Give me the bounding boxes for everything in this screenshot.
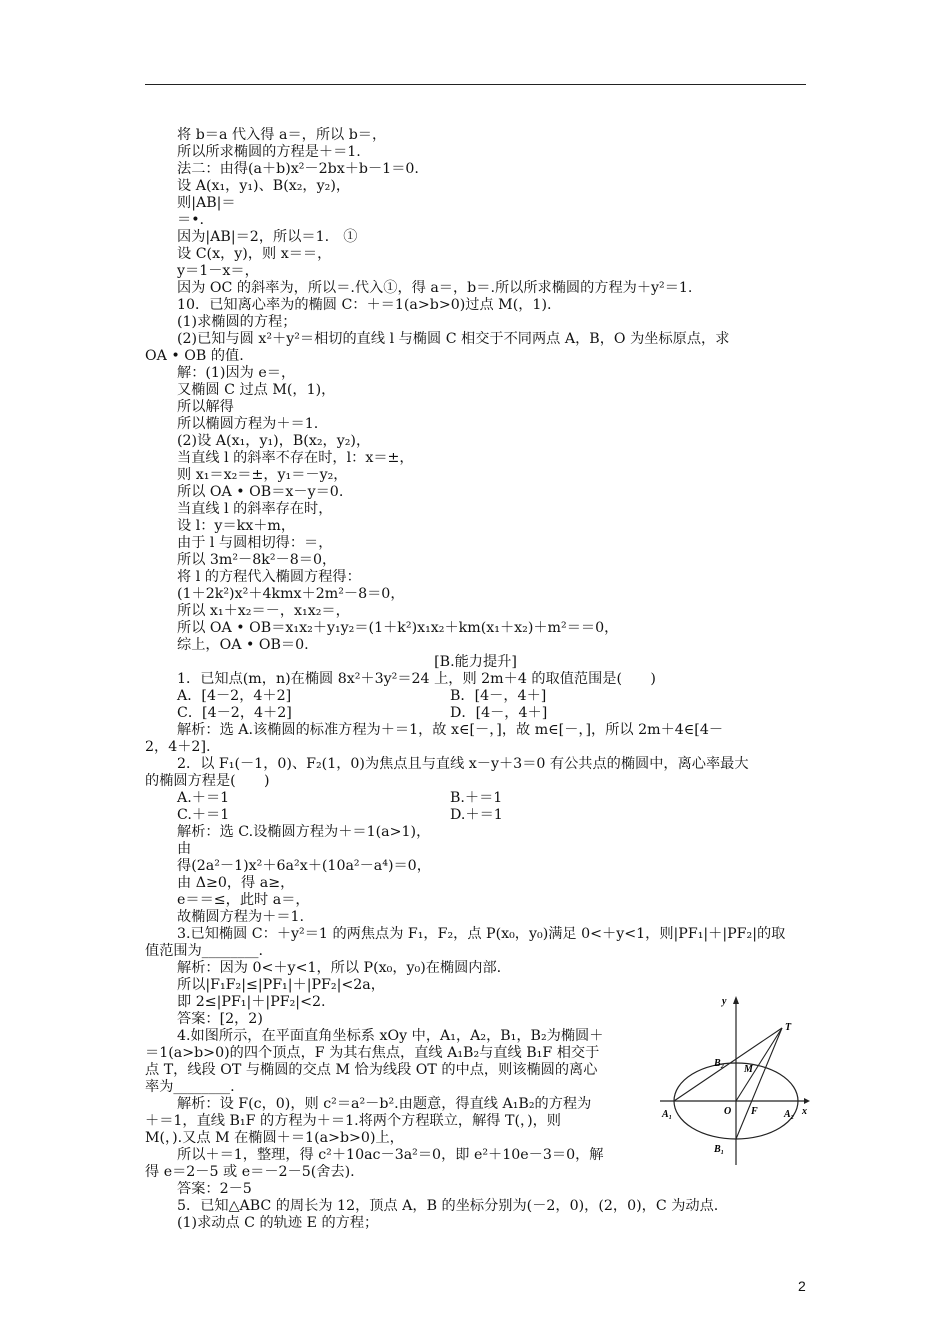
- text-line: 解析：因为 0<＋y<1，所以 P(x₀，y₀)在椭圆内部.: [177, 960, 502, 976]
- text-line: y＝1－x＝，: [177, 263, 259, 279]
- text-line: 即 2≤|PF₁|＋|PF₂|<2.: [177, 994, 326, 1010]
- figure-label-t: T: [785, 1022, 792, 1033]
- text-line: ＝•.: [177, 212, 205, 228]
- text-line: 解析：选 C.设椭圆方程为＋＝1(a>1)，: [177, 824, 431, 840]
- text-line: 的椭圆方程是( ): [145, 773, 270, 789]
- option-d: D.＋＝1: [450, 807, 503, 823]
- problem-3: 3.已知椭圆 C：＋y²＝1 的两焦点为 F₁，F₂，点 P(x₀，y₀)满足 0<＋y<1，则|PF₁|＋|PF₂|的取: [177, 926, 786, 942]
- text-line: 由: [177, 841, 192, 857]
- option-b: B．[4－，4＋]: [450, 688, 547, 704]
- text-line: 得(2a²－1)x²＋6a²x＋(10a²－a⁴)＝0，: [177, 858, 431, 874]
- text-line: 综上，OA • OB＝0.: [177, 637, 309, 653]
- figure-label-b1: B₁: [714, 1144, 725, 1155]
- option-a: A．[4－2，4＋2]: [177, 688, 292, 704]
- problem-4: 4.如图所示，在平面直角坐标系 xOy 中，A₁，A₂，B₁，B₂为椭圆＋: [177, 1028, 604, 1044]
- text-line: 则 x₁＝x₂＝±，y₁＝－y₂，: [177, 467, 348, 483]
- page-number: 2: [798, 1278, 806, 1294]
- ellipse-figure: [652, 990, 814, 1170]
- problem-10: 10．已知离心率为的椭圆 C：＋＝1(a>b>0)过点 M(，1).: [177, 297, 552, 313]
- answer-line: 答案：2－5: [177, 1181, 252, 1197]
- option-d: D．[4－，4＋]: [450, 705, 548, 721]
- text-line: 率为________.: [145, 1079, 235, 1095]
- figure-label-o: O: [724, 1106, 732, 1117]
- text-line: 所以 x₁＋x₂＝－，x₁x₂＝，: [177, 603, 350, 619]
- text-line: 所以 OA • OB＝x－y＝0.: [177, 484, 344, 500]
- text-line: 所以|F₁F₂|≤|PF₁|＋|PF₂|<2a，: [177, 977, 385, 993]
- problem-1: 1．已知点(m，n)在椭圆 8x²＋3y²＝24 上，则 2m＋4 的取值范围是( ): [177, 671, 656, 687]
- text-line: 设 l：y＝kx＋m，: [177, 518, 296, 534]
- figure-label-m: M: [744, 1064, 753, 1075]
- problem-2: 2．以 F₁(－1，0)、F₂(1，0)为焦点且与直线 x－y＋3＝0 有公共点的椭圆中，离心率最大: [177, 756, 749, 772]
- text-line: 由 Δ≥0，得 a≥，: [177, 875, 295, 891]
- text-line: 解：(1)因为 e＝，: [177, 365, 296, 381]
- option-c: C.＋＝1: [177, 807, 230, 823]
- text-line: 值范围为________.: [145, 943, 264, 959]
- text-line: (2)设 A(x₁，y₁)，B(x₂，y₂)，: [177, 433, 371, 449]
- text-line: 所以＋＝1，整理，得 c²＋10ac－3a²＝0，即 e²＋10e－3＝0，解: [177, 1147, 604, 1163]
- text-line: 将 l 的方程代入椭圆方程得：: [177, 569, 361, 585]
- text-line: 将 b＝a 代入得 a＝，所以 b＝，: [177, 127, 387, 143]
- text-line: 又椭圆 C 过点 M(，1)，: [177, 382, 336, 398]
- text-line: 故椭圆方程为＋＝1.: [177, 909, 305, 925]
- text-line: 设 A(x₁，y₁)、B(x₂，y₂)，: [177, 178, 351, 194]
- text-line: 点 T，线段 OT 与椭圆的交点 M 恰为线段 OT 的中点，则该椭圆的离心: [145, 1062, 598, 1078]
- text-line: 由于 l 与圆相切得：＝，: [177, 535, 333, 551]
- figure-label-f: F: [751, 1106, 758, 1117]
- figure-label-a2: A₂: [784, 1109, 795, 1120]
- text-line: ＝1(a>b>0)的四个顶点，F 为其右焦点，直线 A₁B₂与直线 B₁F 相交于: [145, 1045, 600, 1061]
- text-line: 2，4＋2].: [145, 739, 211, 755]
- header-rule: [145, 84, 806, 85]
- text-line: 因为|AB|＝2，所以＝1. ①: [177, 229, 358, 245]
- option-c: C．[4－2，4＋2]: [177, 705, 292, 721]
- option-a: A.＋＝1: [177, 790, 230, 806]
- text-line: 所以所求椭圆的方程是＋＝1.: [177, 144, 361, 160]
- problem-5: 5．已知△ABC 的周长为 12，顶点 A，B 的坐标分别为(－2，0)，(2，0)，C 为动点.: [177, 1198, 719, 1214]
- text-line: ＋＝1，直线 B₁F 的方程为＋＝1.将两个方程联立，解得 T(，)，则: [145, 1113, 561, 1129]
- text-line: 所以椭圆方程为＋＝1.: [177, 416, 319, 432]
- text-line: 所以 OA • OB＝x₁x₂＋y₁y₂＝(1＋k²)x₁x₂＋km(x₁＋x₂)＋m²＝＝0，: [177, 620, 619, 636]
- text-line: (2)已知与圆 x²＋y²＝相切的直线 l 与椭圆 C 相交于不同两点 A，B，O 为坐标原点，求: [177, 331, 730, 347]
- text-line: 所以解得: [177, 399, 234, 415]
- text-line: 法二：由得(a＋b)x²－2bx＋b－1＝0.: [177, 161, 419, 177]
- text-line: 因为 OC 的斜率为，所以＝.代入①，得 a＝，b＝.所以所求椭圆的方程为＋y²＝1.: [177, 280, 693, 296]
- text-line: 所以 3m²－8k²－8＝0，: [177, 552, 337, 568]
- text-line: 则|AB|＝: [177, 195, 236, 211]
- answer-line: 答案：[2，2): [177, 1011, 263, 1027]
- figure-label-y: y: [722, 996, 727, 1007]
- text-line: OA • OB 的值.: [145, 348, 244, 364]
- text-line: 解析：设 F(c，0)，则 c²＝a²－b².由题意，得直线 A₁B₂的方程为: [177, 1096, 592, 1112]
- text-line: 设 C(x，y)，则 x＝＝，: [177, 246, 332, 262]
- text-line: 当直线 l 的斜率存在时，: [177, 501, 333, 517]
- text-line: M(，).又点 M 在椭圆＋＝1(a>b>0)上，: [145, 1130, 404, 1146]
- text-line: 解析：选 A.该椭圆的标准方程为＋＝1，故 x∈[－，]，故 m∈[－，]，所以 2m＋4∈[4－: [177, 722, 724, 738]
- text-line: 当直线 l 的斜率不存在时，l：x＝±，: [177, 450, 414, 466]
- figure-label-a1: A₁: [662, 1109, 673, 1120]
- option-b: B.＋＝1: [450, 790, 503, 806]
- text-line: e＝＝≤，此时 a＝，: [177, 892, 310, 908]
- section-heading: [B.能力提升]: [434, 654, 517, 670]
- text-line: (1＋2k²)x²＋4kmx＋2m²－8＝0，: [177, 586, 405, 602]
- figure-label-b2: B₂: [714, 1058, 725, 1069]
- figure-label-x: x: [802, 1106, 807, 1117]
- text-line: (1)求椭圆的方程；: [177, 314, 297, 330]
- text-line: (1)求动点 C 的轨迹 E 的方程；: [177, 1215, 379, 1231]
- text-line: 得 e＝2－5 或 e＝－2－5(舍去).: [145, 1164, 355, 1180]
